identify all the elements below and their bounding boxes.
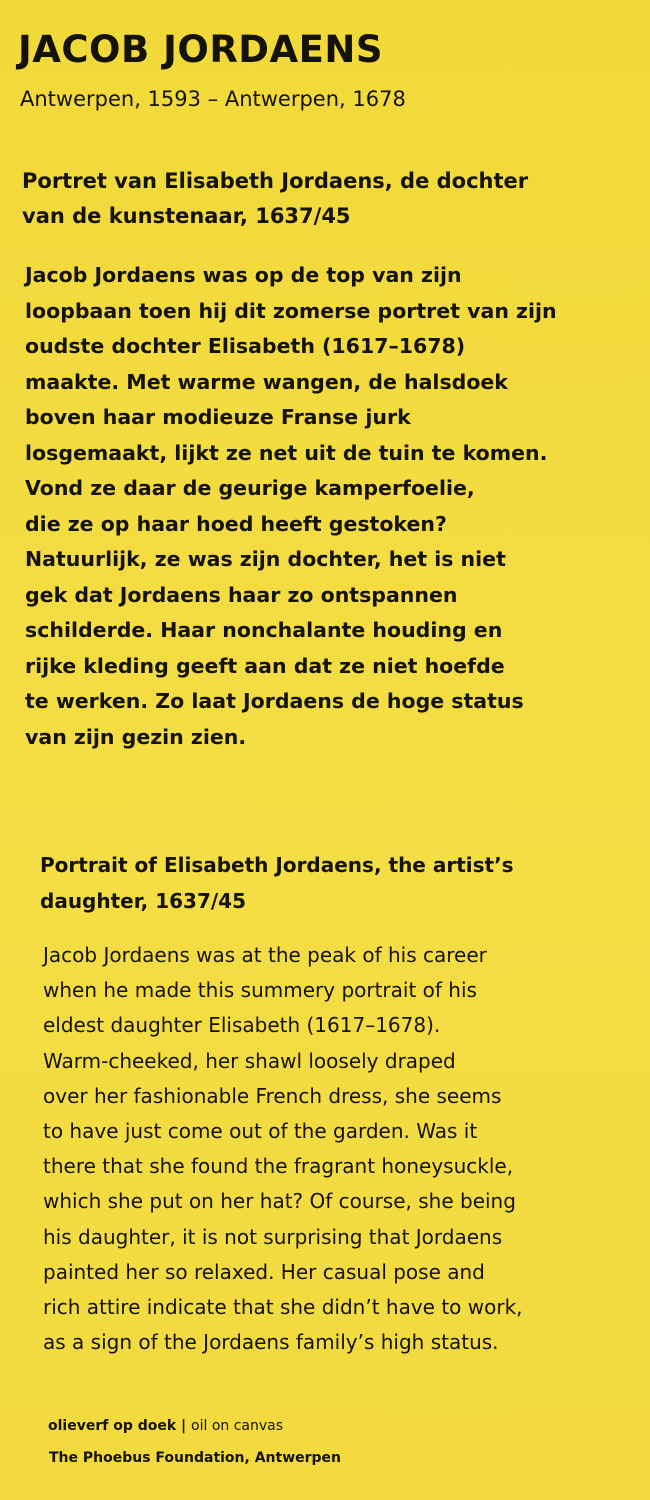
artist-name: JACOB JORDAENS (18, 28, 384, 71)
english-title-line: daughter, 1637/45 (40, 889, 247, 913)
dutch-body-line: Vond ze daar de geurige kamperfoelie, (25, 476, 475, 500)
english-title-line: Portrait of Elisabeth Jordaens, the artist’s (40, 853, 514, 877)
dutch-body-line: rijke kleding geeft aan dat ze niet hoefde (25, 653, 505, 678)
english-body-line: his daughter, it is not surprising that Jordaens (43, 1224, 503, 1249)
dutch-artwork-title (22, 164, 622, 234)
english-body-line: as a sign of the Jordaens family’s high status. (43, 1330, 499, 1355)
artwork-medium (48, 1416, 283, 1436)
english-body-line: which she put on her hat? Of course, she being (43, 1189, 516, 1214)
dutch-body-line: gek dat Jordaens haar zo ontspannen (25, 582, 458, 607)
english-artwork-title (40, 847, 610, 919)
dutch-body-line: te werken. Zo laat Jordaens de hoge status (25, 689, 524, 713)
english-body-line: over her fashionable French dress, she seems (43, 1083, 502, 1108)
medium-english: oil on canvas (191, 1418, 284, 1434)
english-body-line: when he made this summery portrait of his (43, 978, 477, 1003)
artwork-owner: The Phoebus Foundation, Antwerpen (49, 1450, 342, 1466)
dutch-body-line: oudste dochter Elisabeth (1617–1678) (25, 334, 466, 358)
english-description (43, 938, 638, 1360)
dutch-body-line: losgemaakt, lijkt ze net uit de tuin te komen. (25, 440, 548, 465)
dutch-body-line: maakte. Met warme wangen, de halsdoek (25, 369, 508, 394)
english-body-line: Warm-cheeked, her shawl loosely draped (43, 1048, 456, 1073)
dutch-body-line: loopbaan toen hij dit zomerse portret van zijn (25, 298, 557, 323)
english-body-line: there that she found the fragrant honeysuckle, (43, 1154, 514, 1179)
dutch-title-line: van de kunstenaar, 1637/45 (22, 204, 351, 228)
english-body-line: Jacob Jordaens was at the peak of his career (43, 943, 487, 967)
dutch-body-line: Jacob Jordaens was op de top van zijn (25, 263, 462, 287)
dutch-body-line: Natuurlijk, ze was zijn dochter, het is niet (25, 547, 506, 571)
dutch-description (25, 258, 635, 755)
dutch-body-line: die ze op haar hoed heeft gestoken? (25, 511, 447, 536)
english-body-line: painted her so relaxed. Her casual pose and (43, 1259, 485, 1284)
medium-dutch: olieverf op doek (48, 1418, 177, 1434)
dutch-body-line: van zijn gezin zien. (25, 724, 247, 749)
artist-dates: Antwerpen, 1593 – Antwerpen, 1678 (20, 87, 406, 111)
dutch-body-line: boven haar modieuze Franse jurk (25, 405, 411, 429)
dutch-body-line: schilderde. Haar nonchalante houding en (25, 618, 503, 642)
medium-separator: | (181, 1418, 187, 1434)
english-body-line: rich attire indicate that she didn’t have to work, (43, 1295, 523, 1320)
english-body-line: to have just come out of the garden. Was it (43, 1119, 478, 1144)
dutch-title-line: Portret van Elisabeth Jordaens, de dochter (22, 169, 529, 193)
english-body-line: eldest daughter Elisabeth (1617–1678). (43, 1013, 441, 1038)
